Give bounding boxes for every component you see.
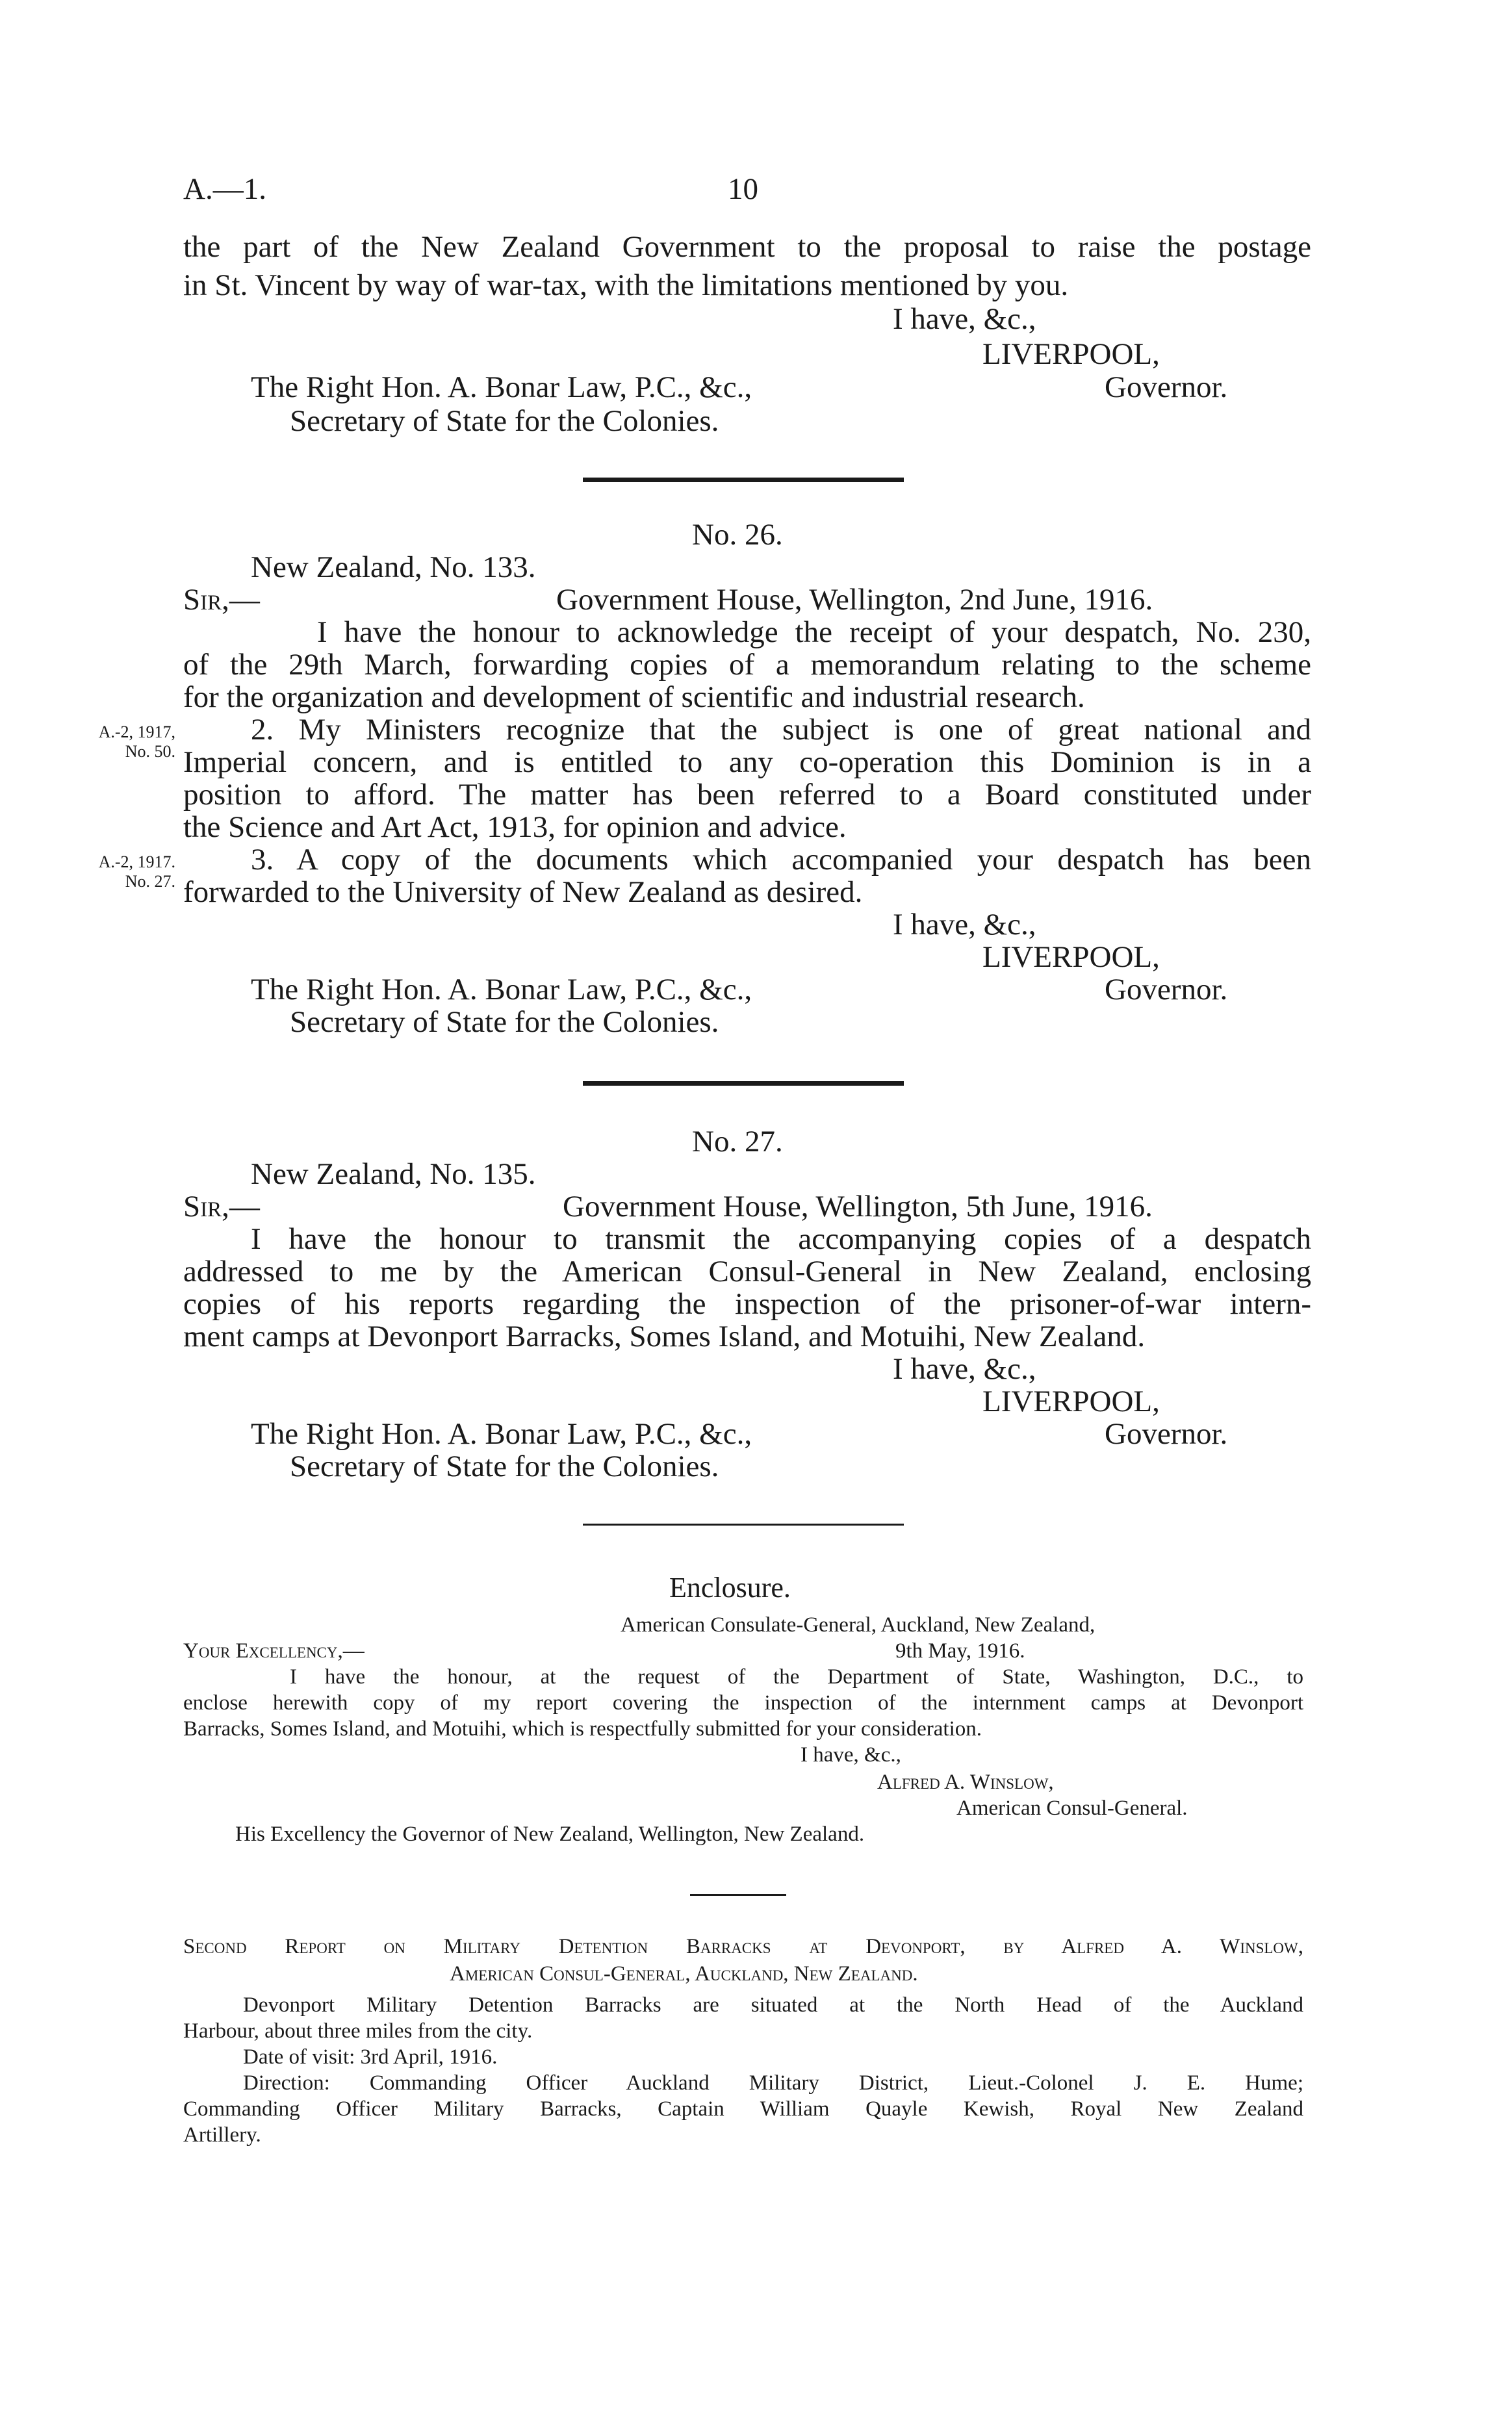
text-line: ment camps at Devonport Barracks, Somes Island, and Motuihi, New Zealand. (183, 1320, 1146, 1353)
enclosure-date: 9th May, 1916. (895, 1639, 1025, 1663)
margin-reference-line: A.-2, 1917. (98, 852, 175, 871)
text-line: 3. A copy of the documents which accompanied your despatch has been (251, 843, 1311, 876)
signature-title: American Consul-General. (956, 1797, 1188, 1820)
text-line: I have the honour, at the request of the Department of State, Washington, D.C., to (290, 1665, 1303, 1689)
despatch-number: No. 26. (692, 518, 783, 552)
signature-title: Governor. (1105, 370, 1228, 404)
salutation: Sir,— (183, 1190, 260, 1223)
addressee: His Excellency the Governor of New Zealand, Wellington, New Zealand. (235, 1822, 865, 1846)
report-title: Second Report on Military Detention Barracks at Devonport, by Alfred A. Winslow, (183, 1935, 1303, 1958)
text-line: Commanding Officer Military Barracks, Captain William Quayle Kewish, Royal New Zealand (183, 2097, 1303, 2121)
text-line: I have the honour to transmit the accompanying copies of a despatch (251, 1222, 1311, 1256)
salutation: Sir,— (183, 583, 260, 617)
enclosure-from: American Consulate-General, Auckland, New Zealand, (621, 1613, 1096, 1637)
section-divider (690, 1894, 786, 1896)
addressee: The Right Hon. A. Bonar Law, P.C., &c., (251, 973, 752, 1006)
text-line: Imperial concern, and is entitled to any co-operation this Dominion is in a (183, 745, 1311, 779)
enclosure-heading: Enclosure. (669, 1572, 791, 1604)
signature-name: Alfred A. Winslow, (877, 1771, 1054, 1794)
margin-reference (45, 723, 175, 761)
section-divider (583, 1081, 904, 1086)
signature-name: LIVERPOOL, (982, 1385, 1160, 1418)
signature-name: LIVERPOOL, (982, 940, 1160, 974)
margin-reference-line: No. 50. (125, 741, 175, 761)
salutation: Your Excellency,— (183, 1639, 365, 1663)
signature-name: LIVERPOOL, (982, 337, 1160, 371)
addressee-title: Secretary of State for the Colonies. (290, 1450, 719, 1483)
signature-have: I have, &c., (893, 1352, 1036, 1386)
signature-title: Governor. (1105, 973, 1228, 1006)
text-line: position to afford. The matter has been referred to a Board constituted under (183, 778, 1311, 812)
text-line: the part of the New Zealand Government to the proposal to raise the postage (183, 230, 1311, 264)
text-line: forwarded to the University of New Zealand as desired. (183, 875, 863, 909)
despatch-reference: New Zealand, No. 133. (251, 550, 536, 584)
place-date: Government House, Wellington, 5th June, 1916. (563, 1190, 1153, 1223)
text-line: 2. My Ministers recognize that the subject is one of great national and (251, 713, 1311, 747)
section-divider (583, 478, 904, 482)
despatch-number: No. 27. (692, 1125, 783, 1158)
text-line: copies of his reports regarding the inspection of the prisoner-of-war intern- (183, 1287, 1311, 1321)
margin-reference-line: No. 27. (125, 871, 175, 891)
text-line: of the 29th March, forwarding copies of a memorandum relating to the scheme (183, 648, 1311, 682)
addressee-title: Secretary of State for the Colonies. (290, 404, 719, 438)
signature-have: I have, &c., (893, 302, 1036, 336)
text-line: Date of visit: 3rd April, 1916. (243, 2045, 498, 2069)
text-line: Direction: Commanding Officer Auckland Military District, Lieut.-Colonel J. E. Hume; (243, 2071, 1303, 2095)
text-line: Harbour, about three miles from the city. (183, 2019, 533, 2043)
text-line: I have the honour to acknowledge the receipt of your despatch, No. 230, (317, 615, 1311, 649)
page-number: 10 (728, 172, 758, 206)
text-line: for the organization and development of scientific and industrial research. (183, 680, 1085, 714)
text-line: addressed to me by the American Consul-General in New Zealand, enclosing (183, 1255, 1311, 1288)
text-line: Artillery. (183, 2123, 261, 2147)
text-line: enclose herewith copy of my report covering the inspection of the internment camps at Devonport (183, 1691, 1303, 1715)
place-date: Government House, Wellington, 2nd June, 1916. (556, 583, 1153, 617)
margin-reference (45, 852, 175, 891)
addressee: The Right Hon. A. Bonar Law, P.C., &c., (251, 1417, 752, 1451)
signature-have: I have, &c., (893, 908, 1036, 941)
section-code: A.—1. (183, 172, 266, 206)
section-divider (583, 1524, 904, 1526)
despatch-reference: New Zealand, No. 135. (251, 1157, 536, 1191)
signature-have: I have, &c., (801, 1743, 901, 1767)
addressee-title: Secretary of State for the Colonies. (290, 1005, 719, 1039)
text-line: in St. Vincent by way of war-tax, with the limitations mentioned by you. (183, 268, 1069, 302)
margin-reference-line: A.-2, 1917, (98, 723, 175, 741)
text-line: Barracks, Somes Island, and Motuihi, which is respectfully submitted for your consideration. (183, 1717, 982, 1741)
text-line: the Science and Art Act, 1913, for opinion and advice. (183, 810, 847, 844)
text-line: Devonport Military Detention Barracks are situated at the North Head of the Auckland (243, 1993, 1303, 2017)
signature-title: Governor. (1105, 1417, 1228, 1451)
addressee: The Right Hon. A. Bonar Law, P.C., &c., (251, 370, 752, 404)
report-title: American Consul-General, Auckland, New Zealand. (450, 1962, 918, 1986)
